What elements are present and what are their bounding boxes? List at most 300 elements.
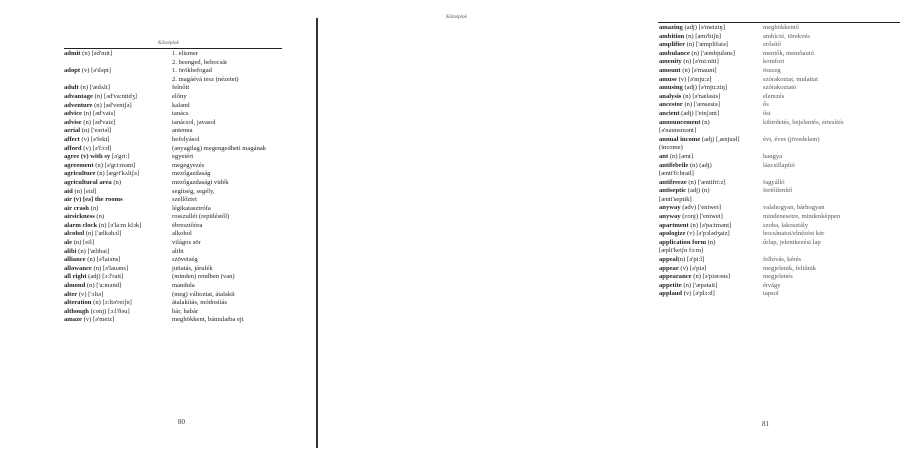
headword — [64, 291, 172, 300]
translation: 1. elismer — [172, 50, 199, 57]
headword — [64, 265, 172, 274]
dictionary-entry — [64, 213, 284, 222]
translation — [763, 196, 899, 205]
headword — [64, 59, 172, 68]
headword-term: appeal — [659, 256, 678, 264]
translation: rosszullét (repüléstől) — [172, 213, 230, 221]
headword-term: appearance — [659, 273, 692, 281]
headword — [64, 102, 172, 111]
headword — [64, 145, 172, 154]
headword-term: almond — [64, 282, 86, 290]
dictionary-entry — [659, 247, 899, 256]
dictionary-entry — [659, 282, 899, 291]
headword-term: amuse — [659, 75, 677, 83]
dictionary-entry — [659, 144, 899, 153]
headword — [659, 33, 763, 42]
headword — [659, 76, 763, 85]
headword-term: appetite — [659, 281, 682, 289]
dictionary-entry — [659, 110, 899, 119]
translation: felhívás, kérés — [763, 256, 802, 264]
dictionary-entry — [659, 187, 899, 196]
headword — [659, 144, 763, 153]
headword-term: announcement — [659, 118, 701, 126]
headword-term: admit — [64, 50, 81, 57]
page-number: 80 — [178, 418, 185, 426]
translation: (minden) rendben (van) — [172, 273, 235, 281]
pronunciation: (adj) [ɔ:l'rait] — [86, 273, 124, 281]
translation: hangya — [763, 152, 783, 160]
translation: tanács — [172, 110, 189, 118]
dictionary-entry — [659, 273, 899, 282]
pronunciation: (n) — [706, 238, 716, 246]
running-header: Kötzéplok — [446, 14, 467, 20]
translation: lázcsillapító — [763, 161, 795, 169]
headword — [64, 299, 172, 308]
pronunciation: (n) [ə'mi:niti] — [681, 58, 719, 66]
pronunciation: (v) [ə'dəpt] — [80, 67, 111, 75]
headword — [64, 179, 172, 188]
headword — [659, 239, 763, 248]
dictionary-entry — [659, 58, 899, 67]
translation: komfort — [763, 58, 785, 66]
headword-term: aid — [64, 187, 73, 195]
headword — [659, 247, 763, 256]
pronunciation: [æpli'keiʃn fɔ:m] — [659, 247, 704, 255]
pronunciation: (v) [ə'meiz] — [81, 316, 115, 324]
dictionary-entry — [64, 110, 284, 119]
pronunciation: (n) [əd'vaiz] — [81, 118, 116, 126]
headword-term: adopt — [64, 67, 81, 75]
headword-term: adult — [64, 84, 79, 92]
pronunciation: [ə'gri:] — [110, 153, 130, 161]
headword-term: ambulance — [659, 49, 690, 57]
headword-term: annual income — [659, 135, 701, 143]
pronunciation: (n) [ægri'kʌltʃə] — [95, 170, 140, 178]
headword-term: application form — [659, 238, 707, 246]
dictionary-entry — [659, 179, 899, 188]
pronunciation: (n) — [88, 204, 99, 212]
headword-term: agricultural area — [64, 178, 112, 186]
dictionary-entry — [64, 256, 284, 265]
headword — [64, 119, 172, 128]
headword-term: alcohol — [64, 230, 85, 238]
headword — [659, 58, 763, 67]
pronunciation: (n) [ə'pi:l] — [677, 256, 705, 264]
headword-term: ant — [659, 152, 669, 160]
dictionary-entry — [64, 93, 284, 102]
headword — [64, 84, 172, 93]
headword — [659, 282, 763, 291]
translation: tanácsol, javasol — [172, 118, 216, 126]
headword — [64, 273, 172, 282]
dictionary-entry — [659, 101, 899, 110]
headword-term: allowance — [64, 264, 92, 272]
translation: juttatás, járulék — [172, 264, 213, 272]
headword — [659, 256, 763, 265]
headword-term: air crash — [64, 204, 89, 212]
headword-term: antiseptic — [659, 187, 687, 195]
translation: ébresztőóra — [172, 221, 203, 229]
pronunciation: (n) [eid] — [72, 187, 97, 195]
headword — [659, 204, 763, 213]
headword — [659, 153, 763, 162]
dictionary-entry — [64, 188, 284, 197]
translation: (anyagilag) megengedheti magának — [172, 144, 267, 152]
pronunciation: (n) ['ædʌlt] — [78, 84, 110, 92]
dictionary-entry — [659, 119, 899, 128]
headword — [659, 273, 763, 282]
pronunciation: (n) ['æmplifaiə] — [685, 41, 728, 49]
headword-term: alter — [64, 290, 78, 298]
headword — [64, 127, 172, 136]
pronunciation: (n) ['eəriəl] — [80, 127, 112, 135]
headword-term: agree (v) with sy — [64, 153, 111, 161]
dictionary-entry — [64, 273, 284, 282]
headword — [64, 50, 172, 59]
headword — [659, 213, 763, 222]
pronunciation: [ænti'fi:brail] — [659, 170, 694, 178]
pronunciation: (n) [æm'biʃn] — [684, 32, 721, 40]
pronunciation: (n) [ə'maunt] — [680, 66, 717, 74]
dictionary-entry — [659, 67, 899, 76]
dictionary-entry — [659, 33, 899, 42]
headword — [64, 316, 172, 325]
translation: szellőztet — [172, 196, 197, 204]
pronunciation: (income) — [659, 144, 683, 152]
translation: meghökkentő — [763, 24, 799, 31]
headword — [659, 187, 763, 196]
pronunciation: (v) ['ɔltə] — [77, 290, 104, 298]
headword-term: antifebrile — [659, 161, 689, 169]
translation: segítség, segély, — [172, 187, 215, 195]
translation: megegyezés — [172, 161, 205, 169]
dictionary-entry — [64, 84, 284, 93]
dictionary-entry — [659, 239, 899, 248]
pronunciation: [ænti'septik] — [659, 195, 692, 203]
pronunciation: (n) [əd'va:ntidʒ] — [92, 92, 137, 100]
headword-term: ambition — [659, 32, 685, 40]
dictionary-entry — [659, 230, 899, 239]
dictionary-entry — [64, 67, 284, 76]
dictionary-entry — [659, 84, 899, 93]
pronunciation: (v) [ə'piə] — [678, 264, 707, 272]
headword-term: afford — [64, 144, 82, 152]
headword-term: airsickness — [64, 213, 95, 221]
pronunciation: (n) [ə'lauəns] — [91, 264, 129, 272]
headword — [659, 127, 763, 136]
dictionary-entry — [64, 299, 284, 308]
pronunciation: (adv) ['eniwei] — [680, 204, 721, 212]
headword — [64, 170, 172, 179]
dictionary-entry — [64, 179, 284, 188]
translation: bár, habár — [172, 307, 199, 315]
translation: bocsánatot/elnézést kér — [763, 230, 825, 238]
dictionary-entry — [659, 213, 899, 222]
dictionary-entry — [659, 256, 899, 265]
right-page — [320, 0, 844, 452]
pronunciation: (n) [ə'gri:mənt] — [93, 161, 136, 169]
pronunciation: (v) [ə'pɔlədʒaiz] — [685, 230, 730, 238]
headword-term: alteration — [64, 299, 92, 307]
headword-term: apologize — [659, 230, 686, 238]
headword — [64, 162, 172, 171]
running-header: Kötzéplok — [158, 40, 179, 46]
pronunciation: (n) [ə'pa:tmənt] — [688, 221, 732, 229]
headword — [659, 290, 763, 299]
pronunciation: [ə'naunsmənt] — [659, 127, 697, 135]
translation: kaland — [172, 101, 190, 109]
headword — [64, 282, 172, 291]
translation: valahogyan, bárhogyan — [763, 204, 825, 212]
translation: mezőgazdasági vidék — [172, 178, 229, 186]
dictionary-entry — [64, 50, 284, 59]
headword — [64, 67, 172, 76]
pronunciation: (n) [ɔ:ltə'reiʃn] — [91, 299, 132, 307]
pronunciation: (n) [ə'piərəns] — [691, 273, 731, 281]
headword — [659, 50, 763, 59]
dictionary-entry — [64, 291, 284, 300]
dictionary-entry — [64, 308, 284, 317]
headword-term: amplifier — [659, 41, 686, 49]
dictionary-entry — [659, 162, 899, 171]
pronunciation: (n) ['æntifri:z] — [686, 178, 726, 186]
headword-term: agriculture — [64, 170, 96, 178]
headword-term: amusing — [659, 84, 683, 92]
headword-term: all right — [64, 273, 87, 281]
headword-term: apartment — [659, 221, 689, 229]
translation: fertőtlenítő — [763, 187, 793, 195]
dictionary-entry — [64, 136, 284, 145]
pronunciation: (n) [əd'vais] — [81, 110, 116, 118]
translation: meghökkent, bámulatba ejt — [172, 316, 244, 324]
translation: átalakítás, módosítás — [172, 299, 227, 307]
entry-list — [64, 50, 284, 325]
headword — [64, 153, 172, 162]
pronunciation: (adj) (n) — [686, 187, 710, 195]
pronunciation: (n) [ə'laiəns] — [85, 256, 121, 264]
headword — [659, 41, 763, 50]
dictionary-entry — [64, 239, 284, 248]
translation: összeg — [763, 66, 781, 74]
headword-term: adventure — [64, 101, 93, 109]
pronunciation: (adj) [ə'mju:ziŋ] — [682, 84, 728, 92]
headword — [659, 222, 763, 231]
translation — [763, 247, 899, 256]
headword-term: advice — [64, 110, 82, 118]
dictionary-entry — [64, 282, 284, 291]
pronunciation: (n) [ænt] — [668, 152, 694, 160]
headword-term: ancient — [659, 109, 680, 117]
headword-term: ale — [64, 239, 73, 247]
pronunciation: (adj) ['einʃənt] — [679, 109, 720, 117]
dictionary-entry — [64, 230, 284, 239]
headword — [659, 84, 763, 93]
translation: befolyásol — [172, 135, 200, 143]
headword — [659, 67, 763, 76]
dictionary-entry — [659, 170, 899, 179]
headword — [64, 308, 172, 317]
pronunciation: (conj) [ɔ:l'ðəu] — [88, 307, 130, 315]
left-page — [0, 0, 318, 452]
dictionary-entry — [64, 196, 284, 205]
dictionary-entry — [64, 119, 284, 128]
dictionary-entry — [659, 265, 899, 274]
translation: ősi — [763, 109, 771, 117]
headword-term: amenity — [659, 58, 682, 66]
translation: mandula — [172, 282, 195, 290]
headword-term: antifreeze — [659, 178, 687, 186]
translation: 2. magáévá tesz (nézetet) — [172, 75, 239, 83]
headword — [64, 196, 172, 205]
pronunciation: (conj) ['eniwei] — [680, 213, 723, 221]
translation: világos sör — [172, 239, 201, 247]
header-rule — [64, 48, 282, 49]
headword — [659, 196, 763, 205]
headword — [64, 205, 172, 214]
translation: egyetért — [172, 153, 194, 161]
headword — [64, 188, 172, 197]
headword — [659, 24, 763, 33]
dictionary-entry — [64, 102, 284, 111]
pronunciation: (n) ['ænsestə] — [682, 101, 720, 109]
dictionary-entry — [659, 136, 899, 145]
dictionary-entry — [64, 59, 284, 68]
dictionary-entry — [64, 76, 284, 85]
pronunciation: (n) — [700, 118, 710, 126]
headword — [659, 136, 763, 145]
translation: alibi — [172, 247, 184, 255]
dictionary-entry — [659, 50, 899, 59]
headword-term: anyway — [659, 204, 681, 212]
translation: elemzés — [763, 92, 785, 100]
dictionary-entry — [64, 248, 284, 257]
dictionary-entry — [659, 290, 899, 299]
headword — [659, 179, 763, 188]
translation — [763, 127, 899, 136]
headword-term: amount — [659, 66, 681, 74]
translation: alkohol — [172, 230, 192, 238]
translation: fagyálló — [763, 178, 785, 186]
translation: légikatasztrófa — [172, 204, 211, 212]
headword-term: ancestor — [659, 101, 683, 109]
pronunciation: (adj) [,ænjuəl] — [700, 135, 740, 143]
headword — [64, 239, 172, 248]
book-gutter — [316, 18, 318, 448]
headword-term: alibi — [64, 247, 77, 255]
headword-term: anyway — [659, 213, 681, 221]
translation: előny — [172, 92, 187, 100]
pronunciation: (v) [ə'fɔ:d] — [81, 144, 112, 152]
translation: mentők, mentőautó — [763, 49, 814, 57]
pronunciation: (n) [ə'næləsis] — [681, 92, 721, 100]
pronunciation: (n) ['ælkəhɔl] — [84, 230, 122, 238]
translation: ambíció, törekvés — [763, 32, 810, 40]
dictionary-entry — [659, 196, 899, 205]
pronunciation: (n) (adj) — [688, 161, 712, 169]
pronunciation: (n) ['æpətait] — [681, 281, 718, 289]
translation: kihirdetés, bejelentés, értesítés — [763, 118, 844, 126]
headword — [64, 213, 172, 222]
headword — [64, 248, 172, 257]
translation — [763, 170, 899, 179]
headword — [64, 136, 172, 145]
headword — [64, 93, 172, 102]
translation: tapsol — [763, 290, 779, 298]
pronunciation: (n) — [94, 213, 105, 221]
translation: 2. beenged, bebocsát — [172, 58, 227, 66]
dictionary-entry — [659, 41, 899, 50]
dictionary-entry — [659, 76, 899, 85]
headword — [64, 256, 172, 265]
headword-term: analysis — [659, 92, 682, 100]
dictionary-entry — [64, 170, 284, 179]
headword-term: amazing — [659, 24, 683, 31]
dictionary-entry — [659, 24, 899, 33]
translation: megjelenés — [763, 273, 793, 281]
pronunciation: (n) [əd'ventʃə] — [92, 101, 132, 109]
headword-term: appear — [659, 264, 679, 272]
headword — [64, 230, 172, 239]
headword-term: applaud — [659, 290, 683, 298]
headword-term: alliance — [64, 256, 86, 264]
headword — [659, 110, 763, 119]
translation — [763, 144, 899, 153]
pronunciation: (n) ['æmbjuləns] — [689, 49, 735, 57]
headword-term: air (v) [eə] the rooms — [64, 196, 123, 204]
headword-term: affect — [64, 135, 80, 143]
entry-list — [659, 24, 899, 299]
dictionary-entry — [64, 265, 284, 274]
dictionary-entry — [659, 204, 899, 213]
dictionary-entry — [64, 162, 284, 171]
dictionary-entry — [64, 316, 284, 325]
dictionary-entry — [659, 153, 899, 162]
translation: űrlap, jelentkezési lap — [763, 238, 821, 246]
pronunciation: (n) [eil] — [72, 239, 95, 247]
headword-term: advantage — [64, 92, 93, 100]
translation: szövetség — [172, 256, 198, 264]
headword — [659, 162, 763, 171]
dictionary-entry — [659, 93, 899, 102]
headword-term: aerial — [64, 127, 81, 135]
translation: 1. örökbefogad — [172, 67, 212, 75]
translation: ős — [763, 101, 769, 109]
headword — [659, 119, 763, 128]
pronunciation: (n) — [111, 178, 122, 186]
headword — [659, 265, 763, 274]
headword-term: amaze — [64, 316, 82, 324]
translation: szórakoztató — [763, 84, 797, 92]
page-number: 81 — [762, 420, 769, 428]
header-rule — [658, 22, 900, 23]
headword — [659, 230, 763, 239]
translation: (meg) változtat, átalakít — [172, 290, 235, 298]
translation: szoba, lakosztály — [763, 221, 809, 229]
translation: szórakoztat, mulattat — [763, 75, 818, 83]
headword-term: advise — [64, 118, 82, 126]
pronunciation: (n) ['ælibai] — [76, 247, 110, 255]
headword-term: alarm clock — [64, 221, 98, 229]
pronunciation: (n) [ə'la:m klɔk] — [97, 221, 142, 229]
dictionary-entry — [659, 127, 899, 136]
headword-term: agreement — [64, 161, 94, 169]
headword — [64, 222, 172, 231]
translation: mindenesetre, mindenképpen — [763, 213, 841, 221]
dictionary-entry — [659, 222, 899, 231]
pronunciation: (v) [ə'mju:z] — [676, 75, 712, 83]
pronunciation: (n) ['a:mənd] — [85, 282, 122, 290]
translation: évi, éves (jövedelem) — [763, 135, 820, 143]
